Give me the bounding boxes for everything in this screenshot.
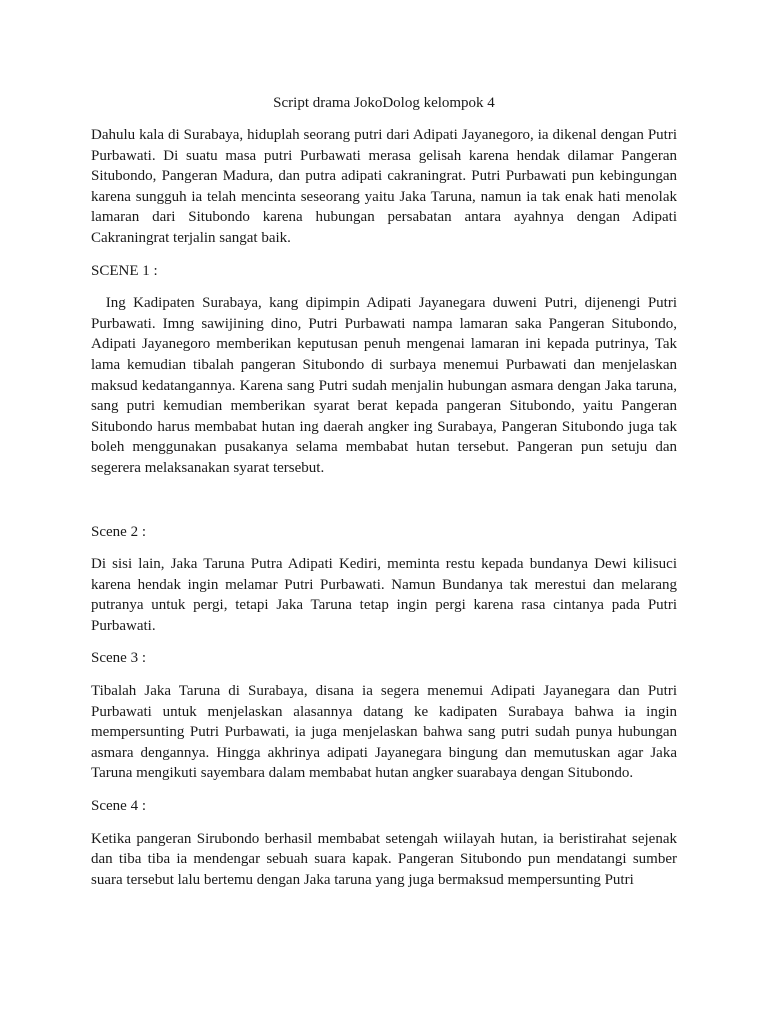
scene-4-heading: Scene 4 : xyxy=(91,798,146,815)
scene-1-text: Ing Kadipaten Surabaya, kang dipimpin Adipati Jayanegara duweni Putri, dijenengi Putri Purbawati. Imng sawijining dino, Putri Purbawati nampa lamaran saka Pangeran Situbondo, Adipati Jayanegoro memberikan keputusan penuh mengenai lamaran ini kepada putrinya, Tak lama kemudian tibalah pangeran Situbondo di surbaya menemui Purbawati dan menjelaskan maksud kedatangannya. Karena sang Putri sudah menjalin hubungan asmara dengan Jaka taruna, sang putri kemudian memberikan syarat berat kepada pangeran Situbondo, yaitu Pangeran Situbondo harus membabat hutan ing daerah angker ing Surabaya, Pangeran Situbondo juga tak boleh menggunakan pusakanya selama membabat hutan tersebut. Pangeran pun setuju dan segerera melaksanakan syarat tersebut. xyxy=(91,295,678,476)
scene-1-heading: SCENE 1 : xyxy=(91,262,158,279)
document-content xyxy=(91,93,677,902)
intro-paragraph: Dahulu kala di Surabaya, hiduplah seorang putri dari Adipati Jayanegoro, ia dikenal dengan Putri Purbawati. Di suatu masa putri Purbawati merasa gelisah karena hendak dilamar Pangeran Situbondo, Pangeran Madura, dan putra adipati cakraningrat. Putri Purbawati pun kebingungan karena sungguh ia telah mencinta seseorang yaitu Jaka Taruna, namun ia tak enak hati menolak lamaran dari Situbondo karena hubungan persabatan antara ayahnya dengan Adipati Cakraningrat terjalin sangat baik. xyxy=(91,127,677,246)
scene-4-paragraph: Ketika pangeran Sirubondo berhasil membabat setengah wiilayah hutan, ia beristirahat sejenak dan tiba tiba ia mendengar sebuah suara kapak. Pangeran Situbondo pun mendatangi sumber suara tersebut lalu bertemu dengan Jaka taruna yang juga bermaksud mempersunting Putri xyxy=(91,830,677,888)
scene-3-heading: Scene 3 : xyxy=(91,650,146,667)
document-title: Script drama JokoDolog kelompok 4 xyxy=(273,95,495,111)
scene-2-heading: Scene 2 : xyxy=(91,523,146,540)
scene-2-paragraph: Di sisi lain, Jaka Taruna Putra Adipati Kediri, meminta restu kepada bundanya Dewi kilisuci karena hendak ingin melamar Putri Purbawati. Namun Bundanya tak merestui dan melarang putranya untuk pergi, tetapi Jaka Taruna tetap ingin pergi karena rasa cintanya pada Putri Purbawati. xyxy=(91,556,677,634)
blank-line xyxy=(91,491,677,522)
scene-1-paragraph xyxy=(91,293,677,478)
scene-3-paragraph: Tibalah Jaka Taruna di Surabaya, disana ia segera menemui Adipati Jayanegara dan Putri Purbawati untuk menjelaskan alasannya datang ke kadipaten Surabaya bahwa ia ingin mempersunting Putri Purbawati, ia juga menjelaskan bahwa sang putri sudah punya hubungan asmara dengannya. Hingga akhrinya adipati Jayanegara bingung dan memutuskan agar Jaka Taruna mengikuti sayembara dalam membabat hutan angker suarabaya dengan Situbondo. xyxy=(91,683,677,782)
